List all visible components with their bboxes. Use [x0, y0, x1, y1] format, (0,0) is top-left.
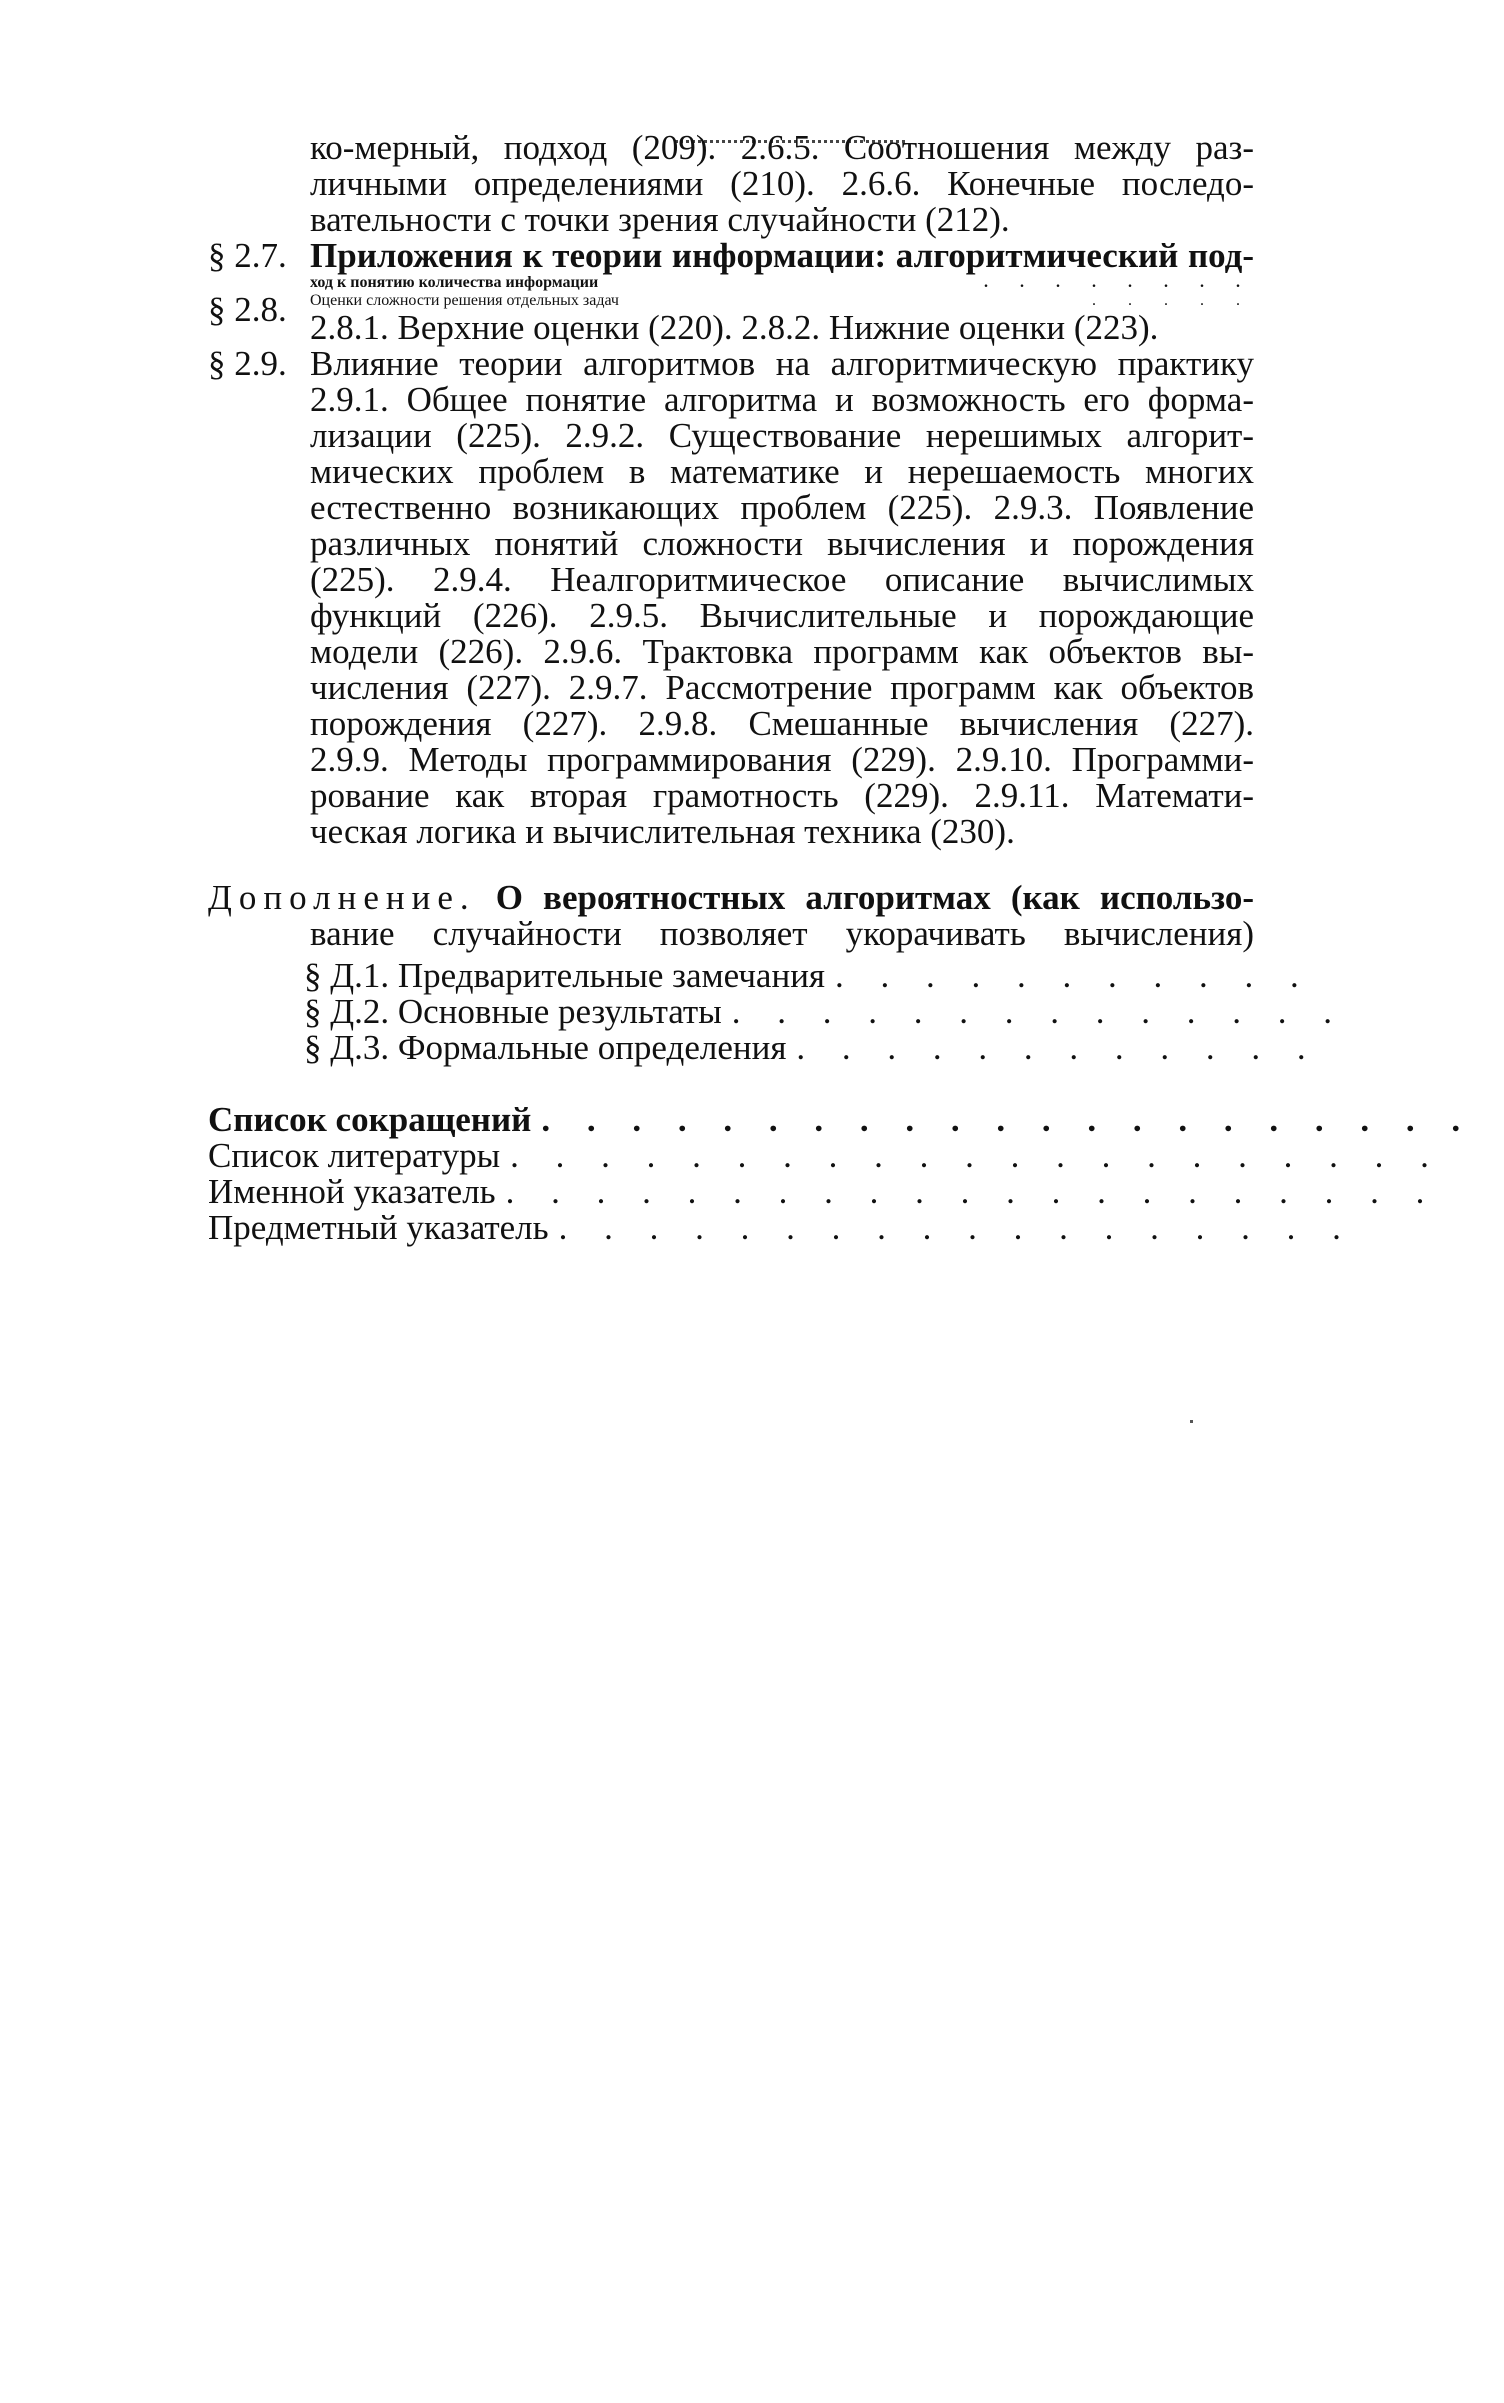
toc-text-line: лизации (225). 2.9.2. Существование нерешимых алгорит-	[310, 416, 1254, 455]
toc-text-line: функций (226). 2.9.5. Вычислительные и порождающие	[310, 596, 1254, 635]
section-number: § 2.9.	[208, 344, 287, 383]
toc-text-line: рование как вторая грамотность (229). 2.9.11. Математи-	[310, 776, 1254, 815]
toc-text-line: Приложения к теории информации: алгоритмический под-	[310, 236, 1254, 275]
toc-entry-appendix[interactable]	[208, 878, 1346, 1067]
toc-text-line: § Д.1. Предварительные замечания	[304, 956, 826, 995]
toc-text-line: 2.9.1. Общее понятие алгоритма и возможность его форма-	[310, 380, 1254, 419]
toc-text-line: ческая логика и вычислительная техника (230).	[310, 812, 1015, 851]
toc-text-line: личными определениями (210). 2.6.6. Конечные последо-	[310, 164, 1254, 203]
toc-entry-subject-index[interactable]	[208, 1208, 1355, 1247]
dot-leader: . . . . . . . .	[984, 274, 1254, 291]
toc-text-line: вательности с точки зрения случайности (212).	[310, 200, 1010, 239]
toc-text-line: § Д.2. Основные результаты	[304, 992, 722, 1031]
dot-leader: . . . . . . . . . . . . . .	[731, 992, 1346, 1031]
dot-leader: . . . . . . . . . . . . . . . . . . . . .	[505, 1172, 1439, 1211]
dot-leader: . . . . . . . . . . . .	[796, 1028, 1320, 1067]
toc-text-line: различных понятий сложности вычисления и порождения	[310, 524, 1254, 563]
toc-text-line: § Д.3. Формальные определения	[304, 1028, 787, 1067]
toc-entry-bibliography[interactable]	[208, 1136, 1443, 1175]
section-number: § 2.7.	[208, 236, 287, 275]
toc-entry-2-7[interactable]	[208, 238, 1254, 292]
section-2-6-continuation	[310, 130, 1254, 238]
toc-page	[208, 128, 1475, 1247]
appendix-lead: Дополнение.	[208, 878, 476, 917]
back-matter	[208, 1100, 1475, 1247]
toc-entry-name-index[interactable]	[208, 1172, 1439, 1211]
toc-text-line: ко-мерный, подход (209). 2.6.5. Соотношения между раз-	[310, 128, 1254, 167]
toc-text-line: мических проблем в математике и нерешаемость многих	[310, 452, 1254, 491]
toc-text-line: 2.9.9. Методы программирования (229). 2.9.10. Программи-	[310, 740, 1254, 779]
toc-text-line: Именной указатель	[208, 1172, 496, 1211]
toc-text-line: Оценки сложности решения отдельных задач	[310, 292, 619, 309]
toc-leader-line	[310, 274, 1254, 292]
dot-leader: . . . . . . . . . . . . . . . . . . . . .	[510, 1136, 1443, 1175]
toc-entry-d-2[interactable]	[304, 992, 1346, 1031]
appendix-title-line	[208, 880, 1254, 916]
section-number: § 2.8.	[208, 290, 287, 329]
dot-leader: . . . . . . . . . . . . . . . . . . . . .	[541, 1100, 1475, 1139]
toc-text-line: порождения (227). 2.9.8. Смешанные вычисления (227).	[310, 704, 1254, 743]
dot-leader: . . . . .	[1092, 292, 1254, 309]
toc-text-line: Список литературы	[208, 1136, 501, 1175]
dot-leader: . . . . . . . . . . . . . . . . . .	[558, 1208, 1355, 1247]
dot-leader: . . . . . . . . . . .	[835, 956, 1313, 995]
toc-subsection-line: 2.8.1. Верхние оценки (220). 2.8.2. Нижние оценки (223).	[310, 308, 1159, 347]
appendix-title: О вероятностных алгоритмах (как использо-	[475, 878, 1254, 917]
toc-text-line: Влияние теории алгоритмов на алгоритмическую практику	[310, 344, 1254, 383]
toc-text-line: Предметный указатель	[208, 1208, 549, 1247]
toc-text-line: числения (227). 2.9.7. Рассмотрение программ как объектов	[310, 668, 1254, 707]
appendix-title-line: вание случайности позволяет укорачивать вычисления)	[310, 914, 1254, 953]
toc-text-line: ход к понятию количества информации	[310, 274, 599, 291]
appendix-sections	[208, 956, 1346, 1067]
toc-text-line: модели (226). 2.9.6. Трактовка программ как объектов вы-	[310, 632, 1254, 671]
toc-entry-2-9[interactable]	[208, 346, 1254, 850]
toc-entry-d-1[interactable]	[304, 956, 1313, 995]
toc-entry-abbreviations[interactable]	[208, 1100, 1475, 1139]
scan-speck	[1190, 1420, 1193, 1423]
toc-entry-d-3[interactable]	[304, 1028, 1320, 1067]
toc-text-line: (225). 2.9.4. Неалгоритмическое описание вычислимых	[310, 560, 1254, 599]
toc-text-line: естественно возникающих проблем (225). 2.9.3. Появление	[310, 488, 1254, 527]
toc-entry-2-8[interactable]	[208, 292, 1254, 346]
toc-text-line: Список сокращений	[208, 1100, 532, 1139]
